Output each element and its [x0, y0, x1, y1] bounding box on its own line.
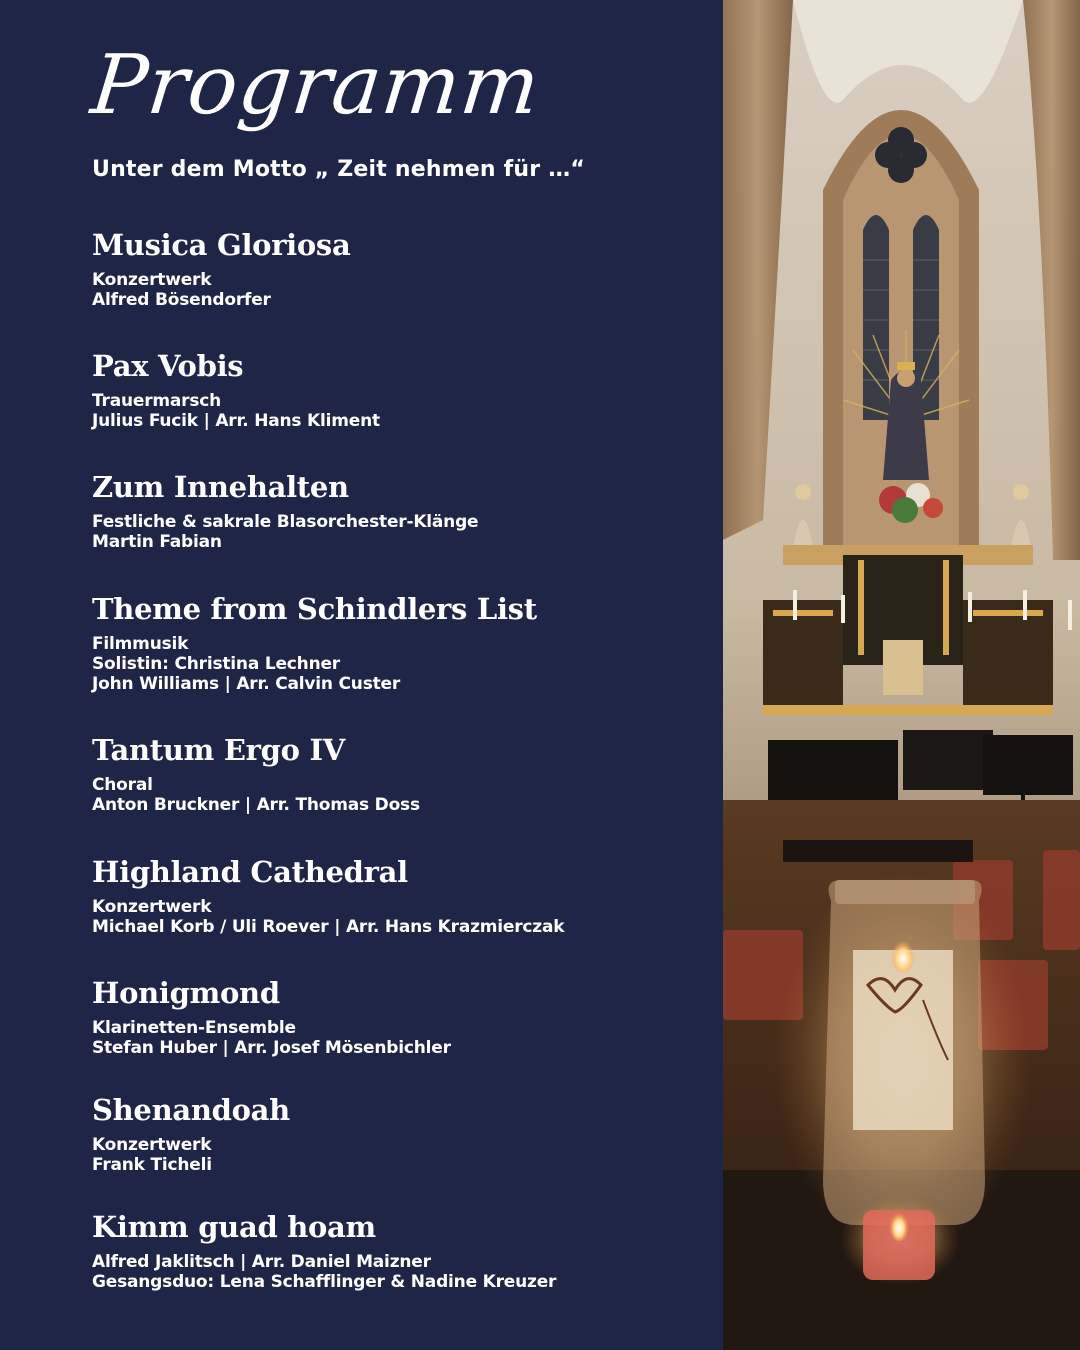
program-item-line: John Williams | Arr. Calvin Custer	[92, 674, 401, 694]
program-item	[92, 976, 702, 1058]
program-item-line: Anton Bruckner | Arr. Thomas Doss	[92, 795, 420, 815]
program-item	[92, 349, 702, 431]
program-item-title: Kimm guad hoam	[92, 1210, 376, 1244]
program-item-line: Julius Fucik | Arr. Hans Kliment	[92, 411, 380, 431]
program-item-title: Pax Vobis	[92, 349, 244, 383]
program-item-title: Shenandoah	[92, 1093, 290, 1127]
program-item	[92, 733, 702, 815]
program-item-line: Filmmusik	[92, 634, 189, 654]
page-subtitle: Unter dem Motto „ Zeit nehmen für …“	[92, 157, 586, 182]
program-item-line: Gesangsduo: Lena Schafflinger & Nadine Kreuzer	[92, 1272, 557, 1292]
program-item-title: Zum Innehalten	[92, 470, 349, 504]
program-item	[92, 470, 702, 552]
program-item-line: Konzertwerk	[92, 897, 212, 917]
program-item-line: Festliche & sakrale Blasorchester-Klänge	[92, 512, 479, 532]
program-item-line: Martin Fabian	[92, 532, 222, 552]
program-item-title: Musica Gloriosa	[92, 228, 351, 262]
program-item-line: Alfred Bösendorfer	[92, 290, 271, 310]
program-item-line: Konzertwerk	[92, 1135, 212, 1155]
program-item-line: Choral	[92, 775, 153, 795]
program-item-line: Konzertwerk	[92, 270, 212, 290]
program-item	[92, 1093, 702, 1175]
program-item-title: Honigmond	[92, 976, 280, 1010]
program-item-line: Solistin: Christina Lechner	[92, 654, 340, 674]
program-item-title: Theme from Schindlers List	[92, 592, 537, 626]
program-item-line: Klarinetten-Ensemble	[92, 1018, 296, 1038]
church-interior-photo	[723, 0, 1080, 1350]
program-item-line: Stefan Huber | Arr. Josef Mösenbichler	[92, 1038, 451, 1058]
program-item-line: Trauermarsch	[92, 391, 222, 411]
program-item-title: Highland Cathedral	[92, 855, 408, 889]
program-item	[92, 592, 702, 694]
church-interior-illustration	[723, 0, 1080, 1350]
program-item	[92, 1210, 702, 1292]
program-item	[92, 228, 702, 310]
program-item-line: Michael Korb / Uli Roever | Arr. Hans Krazmierczak	[92, 917, 565, 937]
program-item-line: Alfred Jaklitsch | Arr. Daniel Maizner	[92, 1252, 431, 1272]
program-item-title: Tantum Ergo IV	[92, 733, 345, 767]
page-title: Programm	[87, 38, 545, 133]
program-item-line: Frank Ticheli	[92, 1155, 212, 1175]
program-item	[92, 855, 702, 937]
